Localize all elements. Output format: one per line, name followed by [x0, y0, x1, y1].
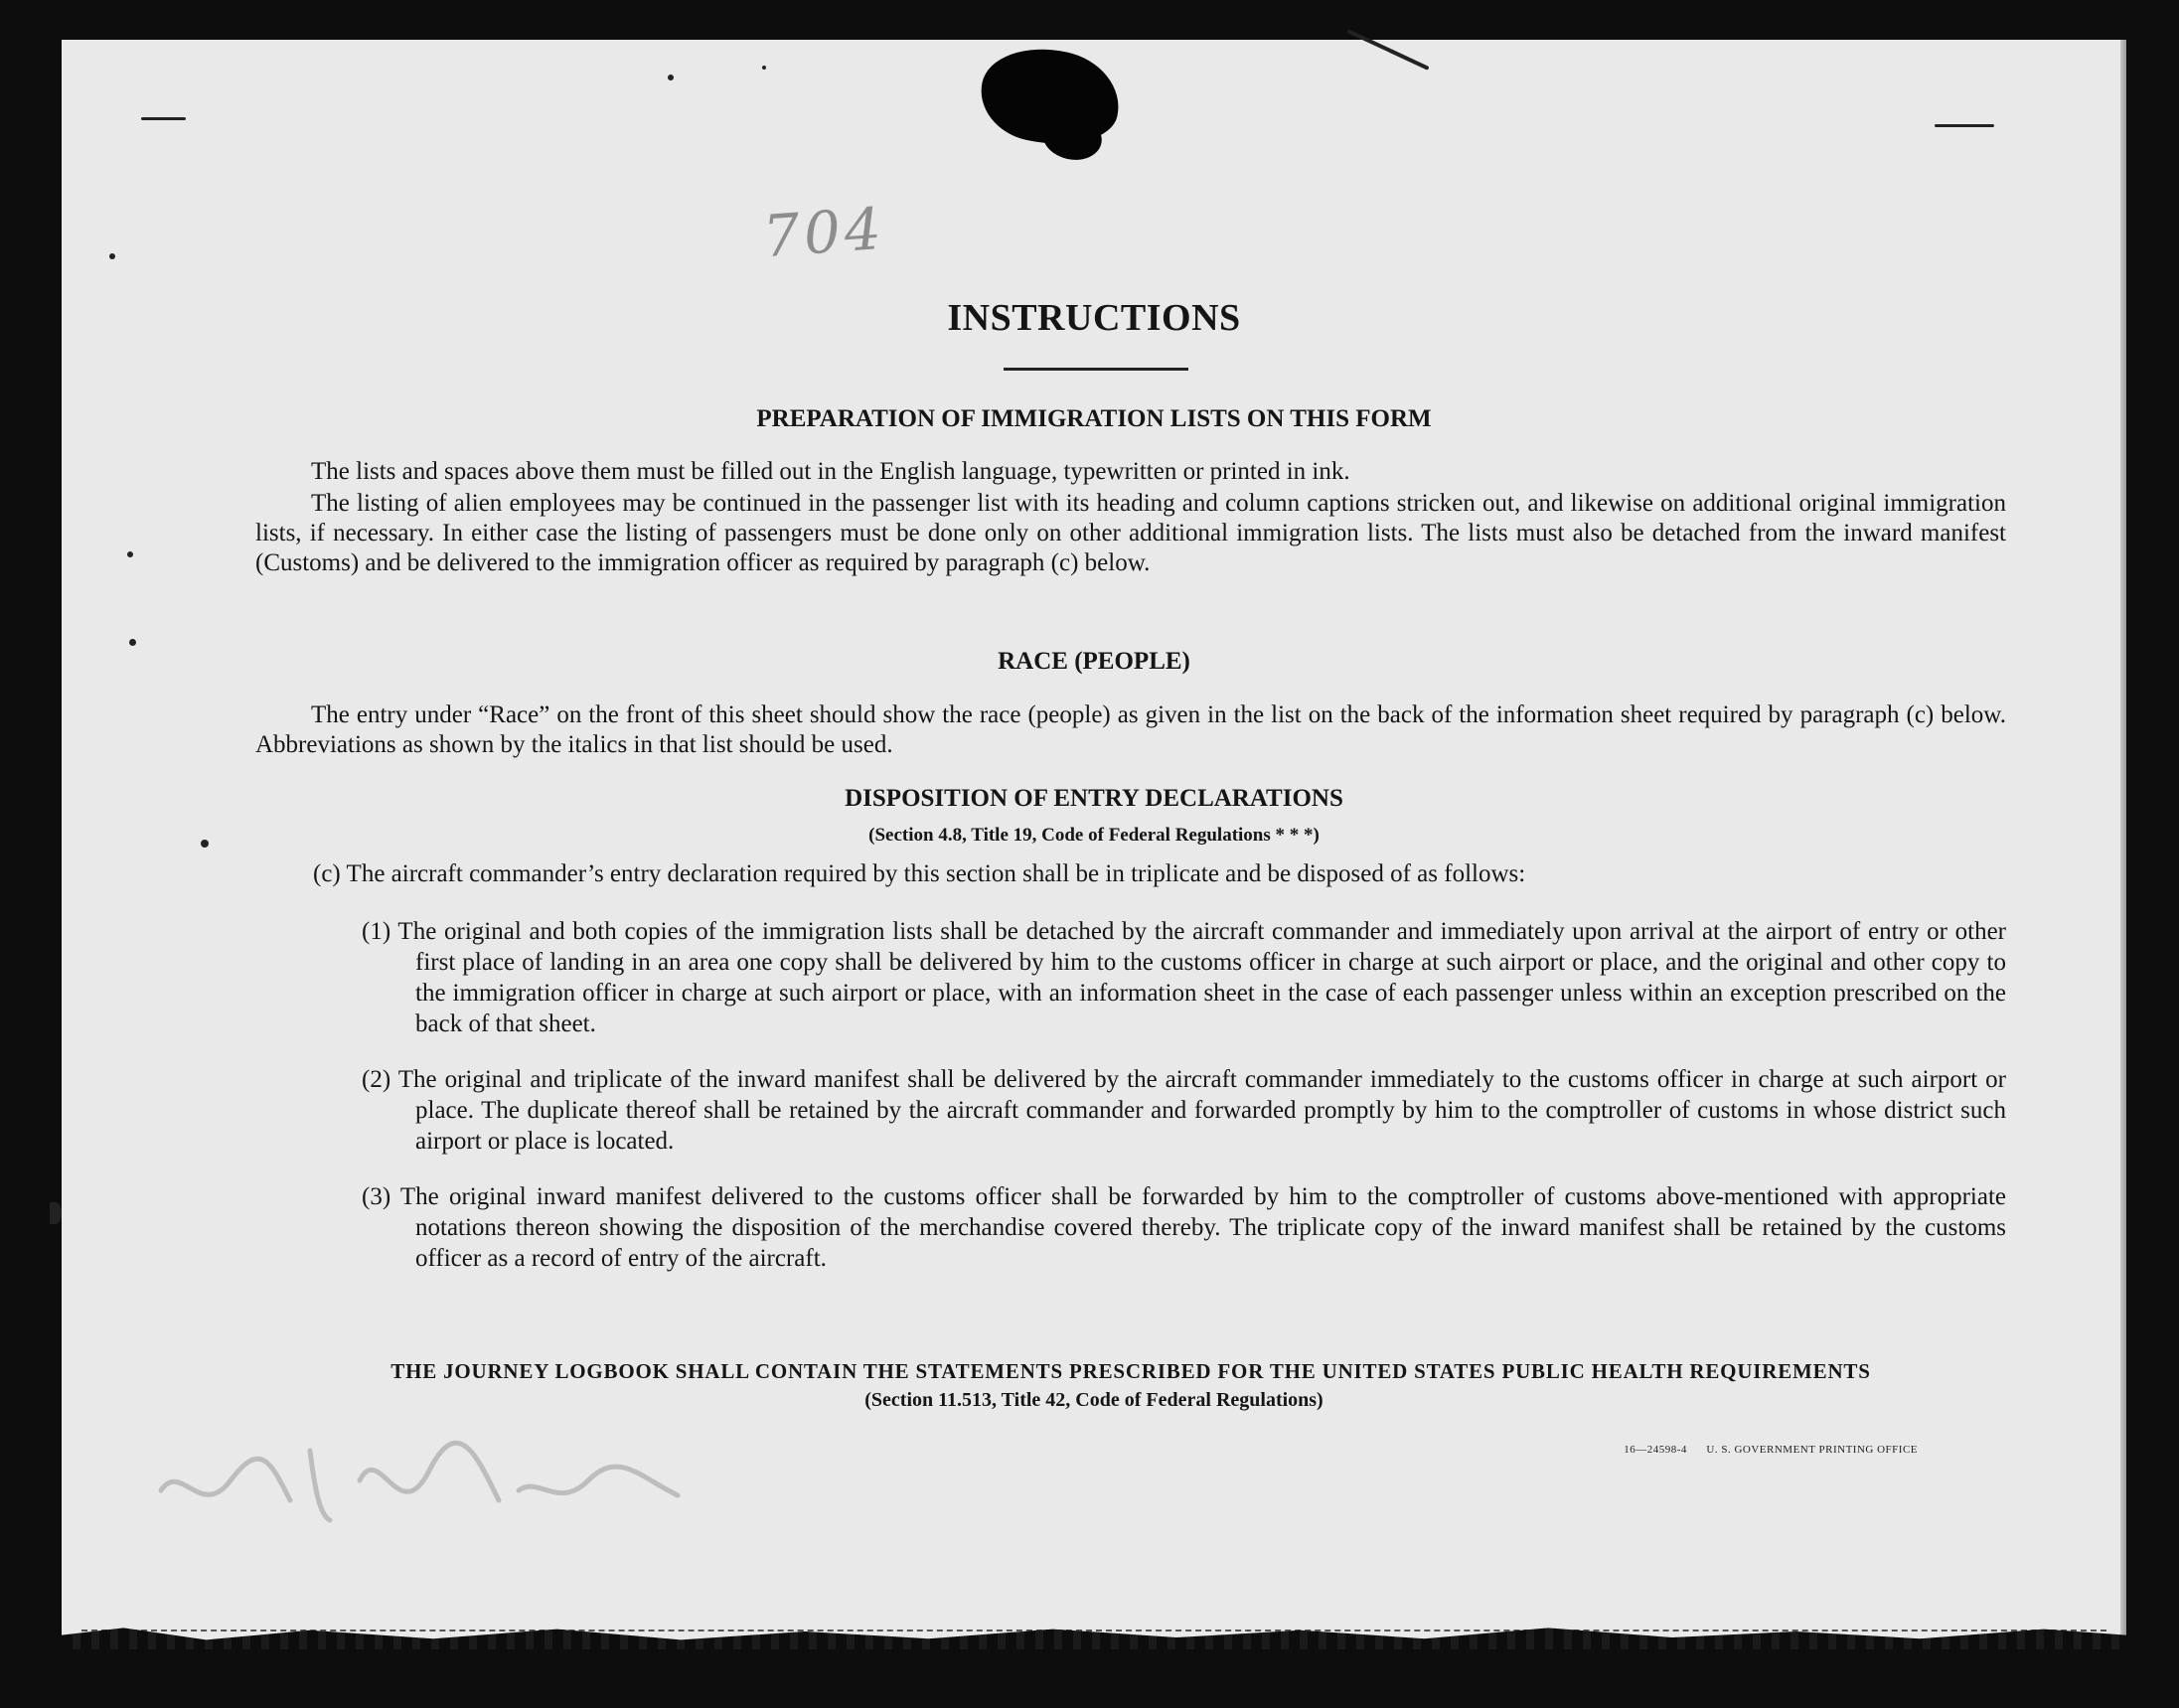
handwritten-number: 704 [760, 194, 887, 271]
list-item-1: (1) The original and both copies of the immigration lists shall be detached by the aircraft commander and immediately upon arrival at the airport of entry or other first place of landing in an area one copy shall be delivered by him to the customs officer in charge at such airport or place, and the original and other copy to the immigration officer in charge at such airport or place, with an information sheet in the case of each passenger unless within an exception prescribed on the back of that sheet. [362, 918, 2006, 1037]
list-item-3: (3) The original inward manifest delivered to the customs officer shall be forwarded by him to the comptroller of customs above-mentioned with appropriate notations thereon showing the disposition of the merchandise covered thereby. The triplicate copy of the inward manifest shall be retained by the customs officer as a record of entry of the aircraft. [362, 1183, 2006, 1272]
paragraph-preparation-2: The listing of alien employees may be continued in the passenger list with its heading and column captions stricken out, and likewise on additional original immigration lists, if necessary. In either case the listing of passengers must be done only on other additional immigration lists. The lists must also be detached from the inward manifest (Customs) and be delivered to the immigration officer as required by paragraph (c) below. [255, 490, 2006, 576]
section-heading-disposition: DISPOSITION OF ENTRY DECLARATIONS [845, 785, 1343, 812]
clause-c: (c) The aircraft commander’s entry declaration required by this section shall be in triplicate and be disposed of as follows: [313, 860, 1526, 887]
section-heading-race: RACE (PEOPLE) [998, 648, 1190, 675]
paper-speck [1935, 124, 1994, 127]
list-item-2: (2) The original and triplicate of the inward manifest shall be delivered by the aircraft commander immediately to the customs officer in charge at such airport or place. The duplicate thereof shall be retained by the aircraft commander and forwarded promptly by him to the comptroller of customs in whose district such airport or place is located. [362, 1066, 2006, 1155]
paper-speck [762, 66, 766, 70]
section-citation-disposition: (Section 4.8, Title 19, Code of Federal Regulations * * *) [868, 825, 1320, 846]
perforation-line [81, 1630, 2106, 1631]
section-heading-preparation: PREPARATION OF IMMIGRATION LISTS ON THIS FORM [756, 405, 1432, 432]
paper-speck [129, 639, 136, 646]
public-health-citation: (Section 11.513, Title 42, Code of Federal Regulations) [864, 1389, 1323, 1411]
paper-speck [141, 117, 186, 120]
public-health-statement: THE JOURNEY LOGBOOK SHALL CONTAIN THE STATEMENTS PRESCRIBED FOR THE UNITED STATES PUBLIC HEALTH REQUIREMENTS [390, 1359, 1871, 1383]
paragraph-race: The entry under “Race” on the front of this sheet should show the race (people) as given in the list on the back of the information sheet required by paragraph (c) below. Abbreviations as shown by the italics in that list should be used. [255, 701, 2006, 758]
page-title: INSTRUCTIONS [947, 297, 1241, 339]
faded-signature [141, 1421, 698, 1540]
title-underline [1004, 368, 1188, 371]
paragraph-preparation-1: The lists and spaces above them must be filled out in the English language, typewritten or printed in ink. [311, 458, 1350, 485]
paper-speck [50, 1202, 62, 1224]
paper-speck [127, 551, 133, 557]
paper-speck [109, 253, 115, 259]
paper-speck [1346, 29, 1429, 71]
printer-code: 16—24598-4 [1624, 1444, 1687, 1456]
paper-speck [668, 75, 674, 80]
printer-imprint [1624, 1444, 1918, 1456]
ink-blot [973, 36, 1129, 157]
printer-name: U. S. GOVERNMENT PRINTING OFFICE [1706, 1444, 1918, 1456]
document-sheet [62, 40, 2126, 1649]
